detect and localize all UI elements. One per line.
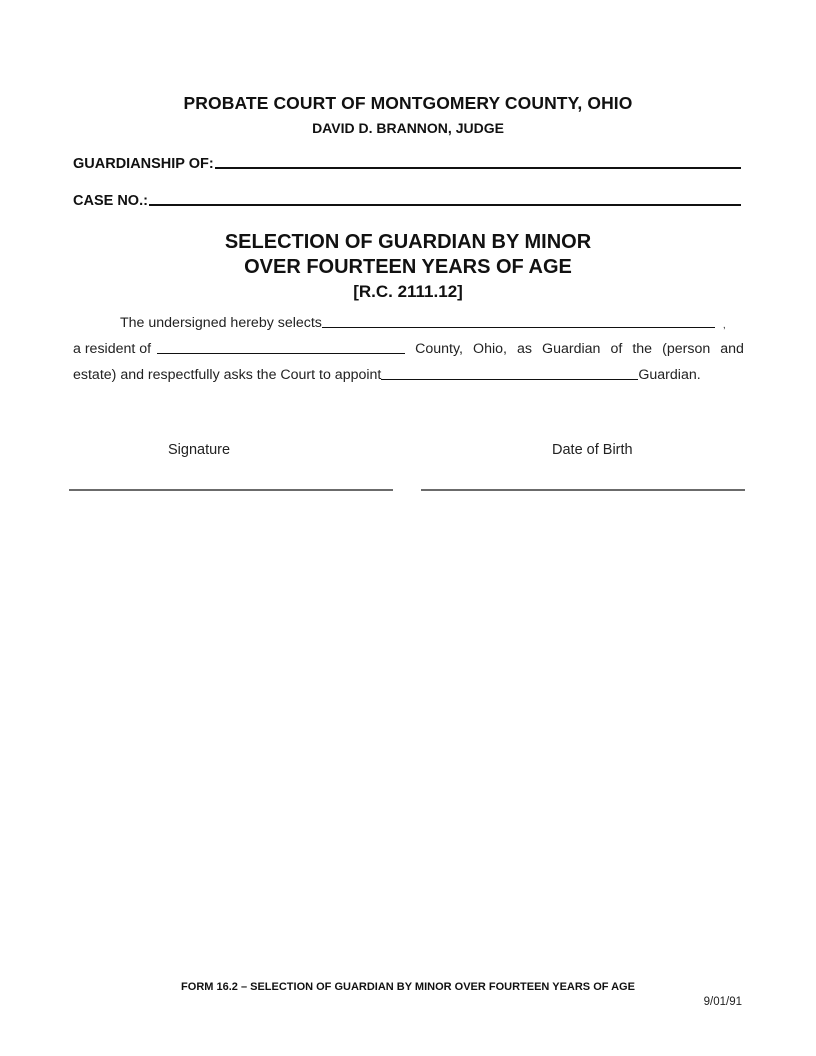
body-line2-word: of <box>610 341 623 357</box>
body-line3-text: estate) and respectfully asks the Court to appoint <box>73 367 382 383</box>
guardianship-field <box>73 156 741 172</box>
body-line1-text: The undersigned hereby selects <box>120 315 322 331</box>
statute-reference: [R.C. 2111.12] <box>353 282 463 301</box>
date-of-birth-line[interactable] <box>421 489 745 491</box>
body-line2-start-group <box>73 341 405 357</box>
body-line-2 <box>73 341 744 357</box>
signature-line[interactable] <box>69 489 393 491</box>
court-name: PROBATE COURT OF MONTGOMERY COUNTY, OHIO <box>183 93 633 113</box>
body-line-1 <box>73 315 744 331</box>
body-line2-word: County, <box>415 341 463 357</box>
body-line-3 <box>73 367 744 383</box>
judge-name: DAVID D. BRANNON, JUDGE <box>312 120 504 136</box>
body-line2-word: as <box>517 341 532 357</box>
body-line1-comma: , <box>722 320 726 331</box>
form-title-line2: OVER FOURTEEN YEARS OF AGE <box>244 256 572 278</box>
guardianship-label: GUARDIANSHIP OF: <box>73 156 214 172</box>
form-revision-date: 9/01/91 <box>703 996 742 1008</box>
case-number-label: CASE NO.: <box>73 193 148 209</box>
form-footer-title: FORM 16.2 – SELECTION OF GUARDIAN BY MINOR OVER FOURTEEN YEARS OF AGE <box>181 981 635 993</box>
guardianship-input[interactable] <box>215 167 741 169</box>
body-line2-start: a resident of <box>73 341 152 357</box>
body-line2-word: (person <box>662 341 711 357</box>
body-line2-word: Ohio, <box>473 341 507 357</box>
body-line2-word: the <box>632 341 653 357</box>
case-number-input[interactable] <box>149 204 741 206</box>
county-input[interactable] <box>157 353 405 354</box>
case-number-field <box>73 193 741 209</box>
form-title-line1: SELECTION OF GUARDIAN BY MINOR <box>224 231 592 253</box>
body-line2-word: Guardian <box>542 341 601 357</box>
date-of-birth-label: Date of Birth <box>552 442 633 458</box>
body-line2-word: and <box>720 341 744 357</box>
selected-guardian-input[interactable] <box>322 327 715 328</box>
appointee-input[interactable] <box>381 379 638 380</box>
signature-label: Signature <box>168 442 231 458</box>
body-line3-end: Guardian. <box>638 367 701 383</box>
